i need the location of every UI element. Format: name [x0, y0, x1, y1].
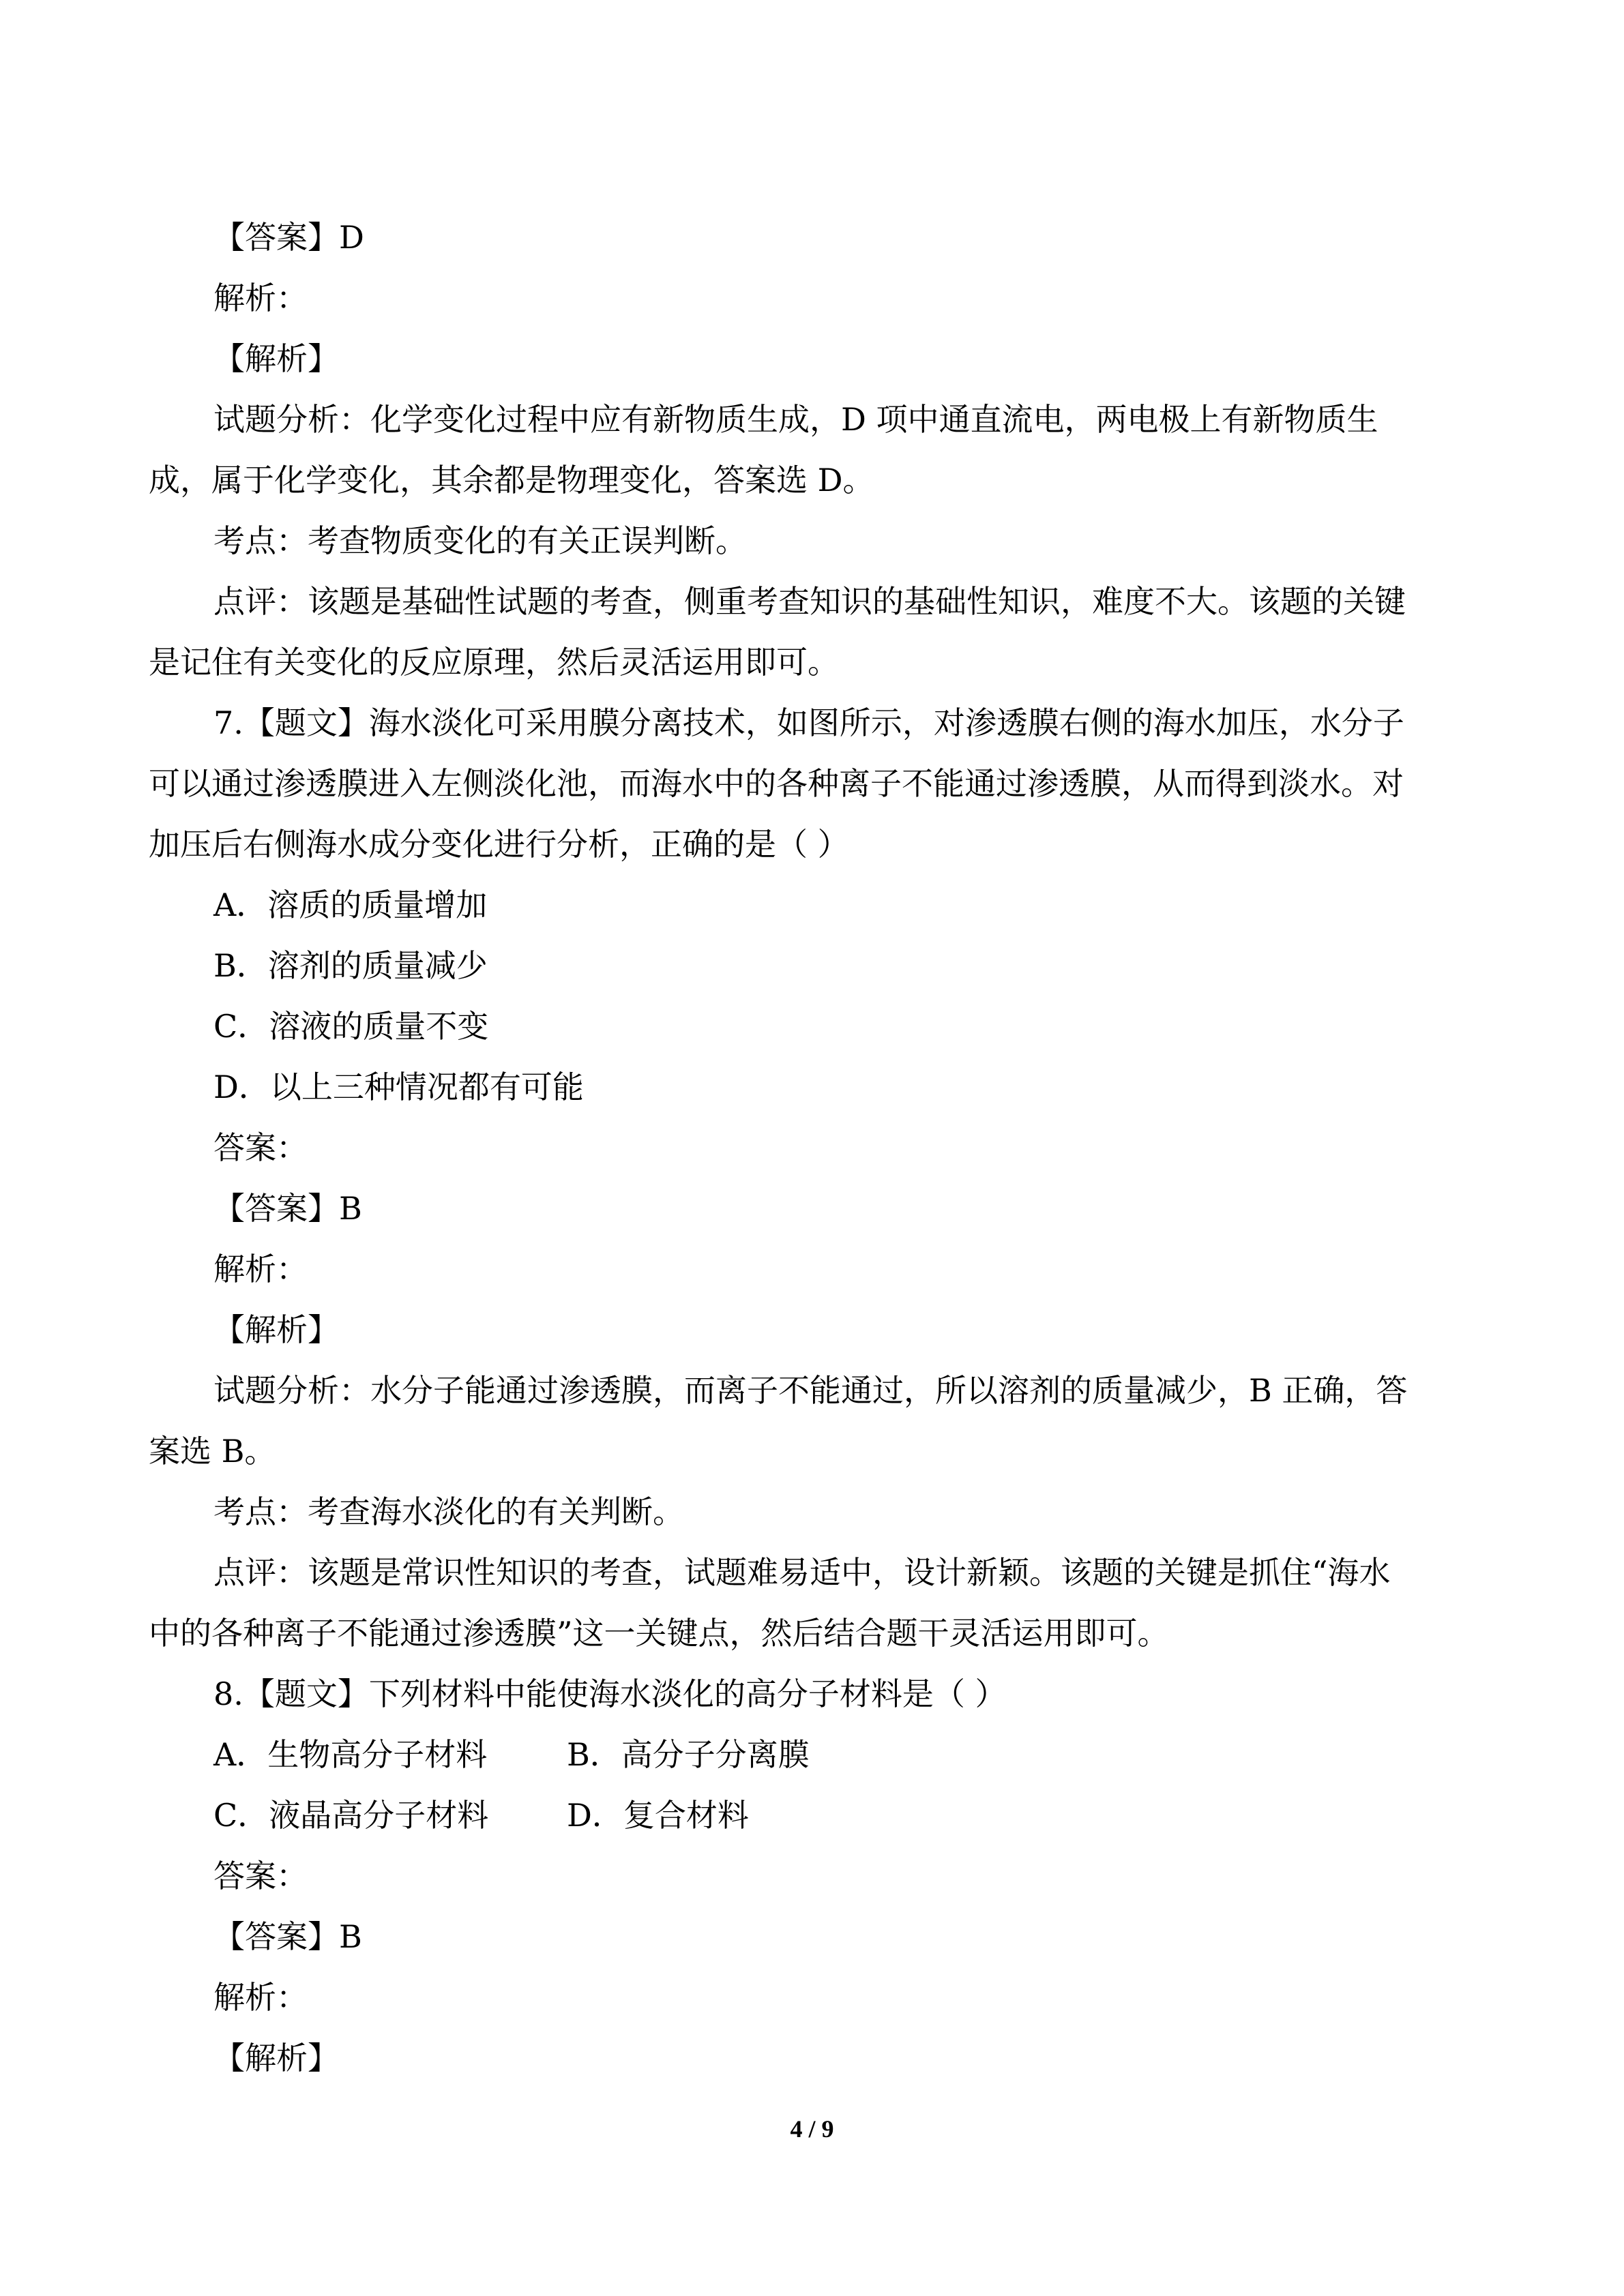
q8-stem: 8.【题文】下列材料中能使海水淡化的高分子材料是（ ）: [213, 1675, 1007, 1712]
q7-dianping-cont: 中的各种离子不能通过渗透膜”这一关键点，然后结合题干灵活运用即可。: [149, 1615, 1169, 1652]
q8-option-c: C．液晶高分子材料: [213, 1797, 489, 1834]
q6-analysis-text-cont: 成，属于化学变化，其余都是物理变化，答案选 D。: [149, 462, 874, 498]
q6-dianping-cont: 是记住有关变化的反应原理，然后灵活运用即可。: [149, 644, 839, 681]
q8-answer-label: 答案：: [213, 1858, 308, 1894]
q8-answer-line: 【答案】B: [213, 1918, 362, 1955]
q7-analysis-label: 解析：: [213, 1251, 308, 1287]
q6-kaodian: 考点：考查物质变化的有关正误判断。: [213, 522, 747, 559]
q7-stem-cont-2: 加压后右侧海水成分变化进行分析，正确的是（ ）: [149, 826, 849, 863]
q8-option-d: D．复合材料: [567, 1797, 749, 1834]
q7-option-d: D．以上三种情况都有可能: [213, 1069, 584, 1105]
q6-answer-line: 【答案】D: [213, 219, 364, 256]
q7-analysis-text: 试题分析：水分子能通过渗透膜，而离子不能通过，所以溶剂的质量减少，B 正确，答: [213, 1372, 1408, 1409]
q7-answer-label: 答案：: [213, 1129, 308, 1166]
q8-analysis-label: 解析：: [213, 1979, 308, 2016]
q8-analysis-header: 【解析】: [213, 2040, 339, 2076]
q7-answer-line: 【答案】B: [213, 1190, 362, 1227]
page-number: 4 / 9: [790, 2115, 834, 2143]
q8-options-row-2: [213, 1795, 1032, 1836]
q8-option-a: A．生物高分子材料: [213, 1736, 488, 1773]
q7-stem: 7.【题文】海水淡化可采用膜分离技术，如图所示，对渗透膜右侧的海水加压，水分子: [213, 704, 1404, 741]
q8-option-b: B．高分子分离膜: [567, 1736, 810, 1773]
q6-analysis-label: 解析：: [213, 280, 308, 316]
q7-analysis-text-cont: 案选 B。: [149, 1433, 276, 1470]
q6-dianping: 点评：该题是基础性试题的考查，侧重考查知识的基础性知识，难度不大。该题的关键: [213, 583, 1406, 620]
q7-option-b: B．溶剂的质量减少: [213, 947, 488, 984]
q7-analysis-header: 【解析】: [213, 1311, 339, 1348]
q6-analysis-header: 【解析】: [213, 340, 339, 377]
q7-kaodian: 考点：考查海水淡化的有关判断。: [213, 1493, 684, 1530]
q7-option-c: C．溶液的质量不变: [213, 1008, 489, 1045]
q7-dianping: 点评：该题是常识性知识的考查，试题难易适中，设计新颖。该题的关键是抓住“海水: [213, 1554, 1391, 1591]
q7-option-a: A．溶质的质量增加: [213, 886, 488, 923]
q8-options-row-1: [213, 1734, 1032, 1775]
q7-stem-cont-1: 可以通过渗透膜进入左侧淡化池，而海水中的各种离子不能通过渗透膜，从而得到淡水。对: [149, 765, 1404, 802]
q6-analysis-text: 试题分析：化学变化过程中应有新物质生成，D 项中通直流电，两电极上有新物质生: [213, 401, 1378, 438]
